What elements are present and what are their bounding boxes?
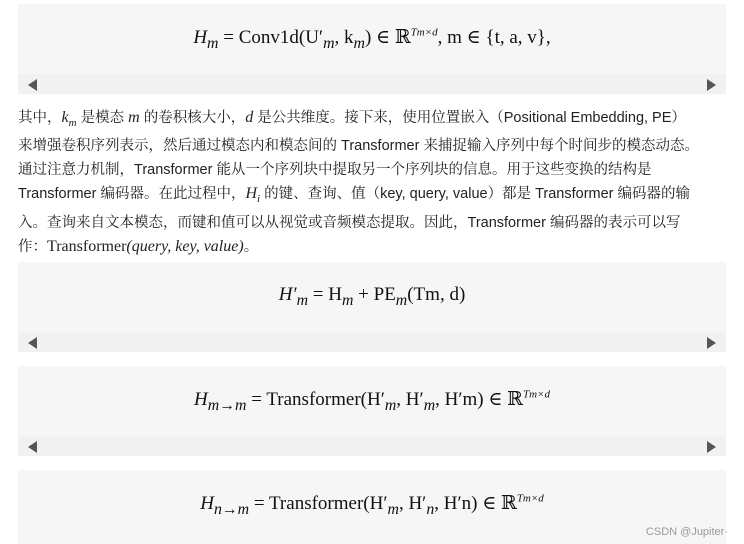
equation-positional-embedding: $H'_m = H_m + PE_m(Tm$, d) <box>278 284 466 309</box>
equation-block-2 <box>18 262 726 352</box>
horizontal-scrollbar[interactable] <box>18 74 726 94</box>
eq1-h: H <box>193 26 208 48</box>
equation-conv1d <box>18 4 726 74</box>
body-paragraph <box>18 106 726 260</box>
eq1-sub: m <box>207 34 219 52</box>
equation-block-1 <box>18 4 726 94</box>
eq1-end: , m ∈ {t, a, v}, <box>437 26 551 48</box>
eq1-sub2: m <box>323 34 335 52</box>
eq1-tail: ) ∈ ℝ <box>364 26 411 48</box>
scroll-left-arrow-icon[interactable] <box>28 441 37 453</box>
para-line-6: 作：Transformer(query, key, value)。 <box>18 238 259 256</box>
scroll-left-arrow-icon[interactable] <box>28 337 37 349</box>
eq1-post: , k <box>334 26 354 48</box>
scroll-right-arrow-icon[interactable] <box>707 337 716 349</box>
csdn-watermark: CSDN @Jupiter· <box>645 526 728 538</box>
scroll-right-arrow-icon[interactable] <box>707 79 716 91</box>
scroll-left-arrow-icon[interactable] <box>28 79 37 91</box>
para-line-4: Transformer 编码器。在此过程中，$H_i$ 的键、查询、值（key, query, value）都是 Transformer 编码器的输 <box>18 185 691 206</box>
equation-block-4 <box>18 470 726 544</box>
equation-intra-modal-transformer: $H_{m\to m}$ = $Transformer(H'_m$, $H'_m$, H′m) ∈ ℝ$^{Tm\times d}$ <box>194 388 550 414</box>
horizontal-scrollbar[interactable] <box>18 332 726 352</box>
eq1-sub3: m <box>353 34 365 52</box>
para-line-1: 其中，$k_m$ 是模态 m 的卷积核大小，d 是公共维度。接下来，使用位置嵌入（Positional Embedding, PE） <box>18 109 686 129</box>
para-line-3: 通过注意力机制，Transformer 能从一个序列块中提取另一个序列块的信息。用于这些变换的结构是 <box>18 161 652 178</box>
para-line-5: 入。查询来自文本模态，而键和值可以从视觉或音频模态提取。因此，Transformer 编码器的表示可以写 <box>18 214 681 231</box>
equation-cross-modal-transformer: $H_{n\to m}$ = $Transformer(H'_m$, $H'_n$, H′n) ∈ ℝ$^{Tm\times d}$ <box>200 492 544 518</box>
eq1-mid: = Conv1d(U′ <box>218 26 324 48</box>
eq1-sup: Tm×d <box>410 26 438 39</box>
scroll-right-arrow-icon[interactable] <box>707 441 716 453</box>
horizontal-scrollbar[interactable] <box>18 436 726 456</box>
para-line-2: 来增强卷积序列表示，然后通过模态内和模态间的 Transformer 来捕捉输入序列中每个时间步的模态动态。 <box>18 138 699 155</box>
equation-block-3 <box>18 366 726 456</box>
